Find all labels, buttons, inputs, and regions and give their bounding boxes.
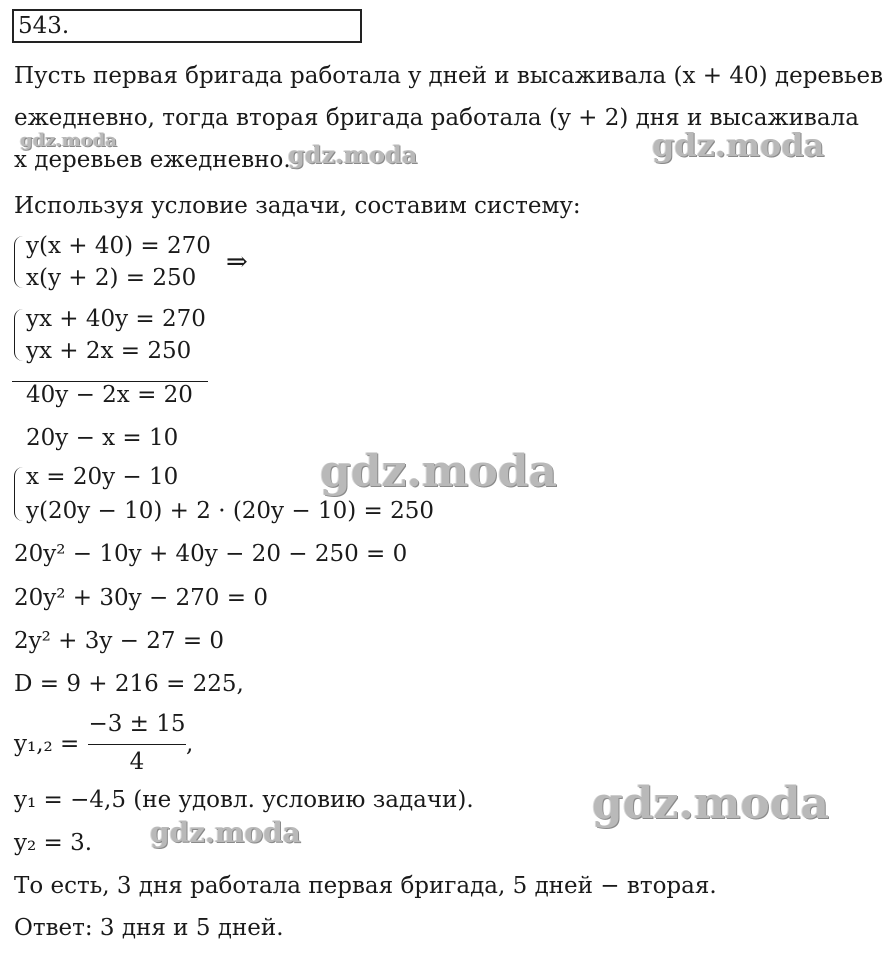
step-3: 2y² + 3y − 27 = 0	[14, 628, 225, 654]
roots-comma: ,	[186, 731, 194, 757]
problem-number: 543.	[18, 13, 70, 39]
discriminant: D = 9 + 216 = 225,	[14, 671, 244, 697]
system-brace	[14, 309, 23, 361]
step-1: 20y² − 10y + 40y − 20 − 250 = 0	[14, 541, 408, 567]
watermark: gdz.moda	[20, 130, 117, 151]
system-1-eq-1: y(x + 40) = 270	[26, 233, 211, 259]
watermark: gdz.moda	[320, 446, 558, 497]
conclusion: То есть, 3 дня работала первая бригада, 5 дней − вторая.	[14, 873, 717, 899]
system-3-eq-1: x = 20y − 10	[26, 464, 179, 490]
step-2: 20y² + 30y − 270 = 0	[14, 585, 268, 611]
system-1-eq-2: x(y + 2) = 250	[26, 265, 197, 291]
root-y2: y₂ = 3.	[14, 830, 93, 856]
intro-line-1: Пусть первая бригада работала y дней и высаживала (x + 40) деревьев	[14, 63, 884, 89]
implies-arrow: ⇒	[226, 247, 248, 277]
answer: Ответ: 3 дня и 5 дней.	[14, 915, 284, 941]
simplified-equation: 20y − x = 10	[26, 425, 179, 451]
fraction-bar	[88, 744, 186, 745]
system-3-eq-2: y(20y − 10) + 2 · (20y − 10) = 250	[26, 498, 434, 524]
roots-label: y₁,₂ =	[14, 731, 80, 757]
system-brace	[14, 467, 23, 521]
problem-number-box	[12, 9, 362, 43]
watermark: gdz.moda	[592, 778, 830, 829]
system-2-eq-2: yx + 2x = 250	[26, 338, 192, 364]
system-brace	[14, 236, 23, 288]
intro-line-3: x деревьев ежедневно.	[14, 147, 291, 173]
watermark: gdz.moda	[652, 126, 825, 164]
roots-numerator: −3 ± 15	[88, 711, 186, 737]
difference-equation: 40y − 2x = 20	[26, 382, 193, 408]
system-intro: Используя условие задачи, составим систему:	[14, 193, 581, 219]
watermark: gdz.moda	[150, 816, 301, 849]
system-2-eq-1: yx + 40y = 270	[26, 306, 206, 332]
intro-line-2: ежедневно, тогда вторая бригада работала (y + 2) дня и высаживала	[14, 105, 859, 131]
roots-denominator: 4	[129, 749, 145, 775]
watermark: gdz.moda	[288, 140, 418, 169]
root-y1: y₁ = −4,5 (не удовл. условию задачи).	[14, 787, 474, 813]
